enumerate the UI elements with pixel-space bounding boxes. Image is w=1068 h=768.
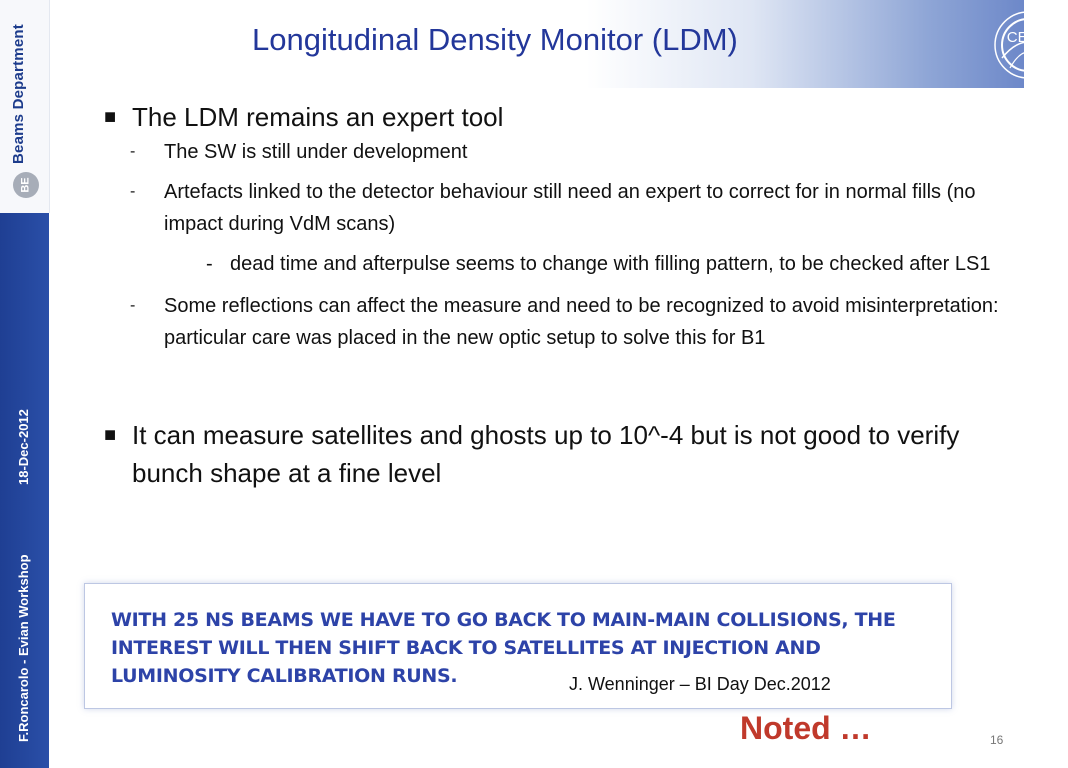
dash-bullet-icon: -: [130, 297, 136, 314]
sub-bullet-text: The SW is still under development: [164, 141, 468, 163]
cern-logo-text: CERN: [1006, 29, 1050, 46]
dash-bullet-icon: -: [130, 183, 136, 200]
sub-bullet-item: [100, 290, 1000, 354]
sub-bullet-text: Some reflections can affect the measure and need to be recognized to avoid misinterpretation: particular care was placed in the new optic setup to solve this for B1: [164, 295, 999, 349]
page-number: 16: [990, 733, 1004, 747]
noted-annotation: Noted …: [740, 710, 872, 746]
date-label: 18-Dec-2012: [16, 409, 31, 485]
slide-content: [100, 100, 1000, 492]
dash-bullet-icon: -: [206, 253, 213, 275]
department-label: Beams Department: [10, 24, 27, 164]
cern-logo: [988, 6, 1068, 84]
left-sidebar: [0, 0, 49, 768]
quote-attribution: J. Wenninger – BI Day Dec.2012: [569, 674, 831, 694]
slide-title: Longitudinal Density Monitor (LDM): [252, 22, 738, 57]
quote-text: WITH 25 NS BEAMS WE HAVE TO GO BACK TO MAIN-MAIN COLLISIONS, THE INTEREST WILL THEN SHIFT BACK TO SATELLITES AT INJECTION AND LUMINOSITY CALIBRATION RUNS.: [111, 609, 896, 687]
sub-bullet-item: [100, 136, 1000, 168]
title-band: [52, 0, 1050, 88]
bullet-item: [100, 100, 1000, 134]
be-logo: [13, 172, 39, 198]
sub-sub-bullet-item: [100, 248, 1000, 280]
dash-bullet-icon: -: [130, 143, 136, 160]
sub-bullet-item: [100, 176, 1000, 240]
bullet-text: The LDM remains an expert tool: [132, 102, 504, 132]
square-bullet-icon: ■: [104, 424, 117, 446]
sub-bullet-text: Artefacts linked to the detector behaviour still need an expert to correct for in normal fills (no impact during VdM scans): [164, 181, 976, 235]
quote-box: [84, 583, 952, 709]
square-bullet-icon: ■: [104, 106, 117, 128]
bullet-text: It can measure satellites and ghosts up to 10^-4 but is not good to verify bunch shape at a fine level: [132, 420, 960, 488]
sub-sub-bullet-text: dead time and afterpulse seems to change with filling pattern, to be checked after LS1: [230, 253, 991, 275]
be-logo-text: BE: [20, 177, 32, 193]
bullet-item: [100, 416, 1000, 492]
author-event-label: F.Roncarolo - Evian Workshop: [16, 554, 31, 742]
